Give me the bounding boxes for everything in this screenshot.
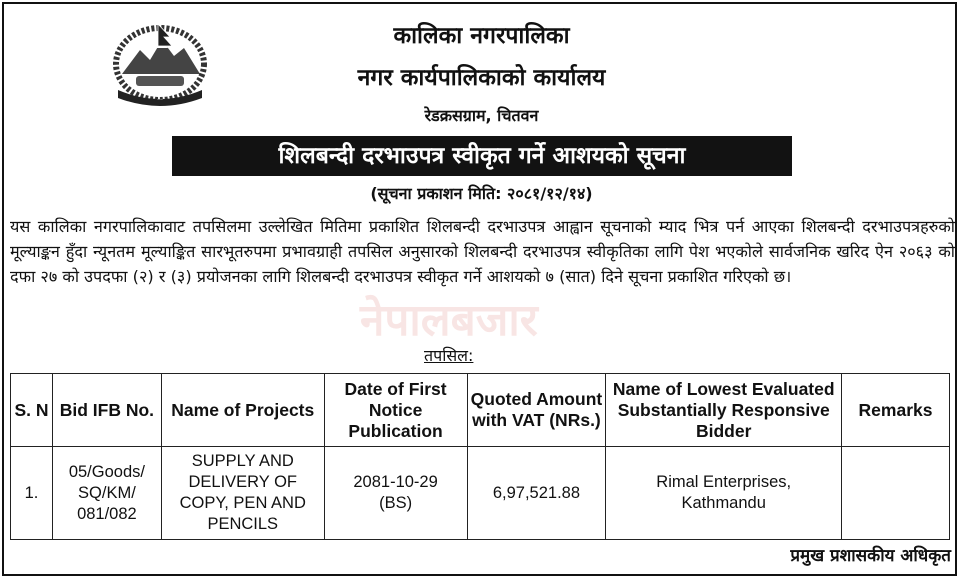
watermark: नेपालबजार <box>360 295 538 346</box>
col-header-sn: S. N <box>11 374 53 447</box>
office-name: नगर कार्यपालिकाको कार्यालय <box>357 65 606 91</box>
cell-bid: 05/Goods/ SQ/KM/ 081/082 <box>52 447 161 540</box>
cell-date: 2081-10-29 (BS) <box>324 447 467 540</box>
cell-bidder: Rimal Enterprises, Kathmandu <box>606 447 842 540</box>
bid-table <box>10 373 950 540</box>
col-header-remarks: Remarks <box>842 374 950 447</box>
svg-text:...: ... <box>157 95 163 102</box>
office-address: रेडक्रसग्राम, चितवन <box>424 106 539 125</box>
notice-title: शिलबन्दी दरभाउपत्र स्वीकृत गर्ने आशयको सूचना <box>172 136 792 176</box>
notice-body: यस कालिका नगरपालिकावाट तपसिलमा उल्लेखित मितिमा प्रकाशित शिलबन्दी दरभाउपत्र आह्वान सूचनाको म्याद भित्र पर्न आएका शिलबन्दी दरभाउपत्रहरुको मूल्याङ्कन हुँदा न्यूनतम मूल्याङ्कित सारभूतरुपमा प्रभावग्राही तपसिल अनुसारको शिलबन्दी दरभाउपत्र स्वीकृतिका लागि पेश भएकोले सार्वजनिक खरिद ऐन २०६३ को दफा २७ को उपदफा (२) र (३) प्रयोजनका लागि शिलबन्दी दरभाउपत्र स्वीकृत गर्ने आशयको ७ (सात) दिने सूचना प्रकाशित गरिएको छ। <box>10 217 955 286</box>
col-header-bidder: Name of Lowest Evaluated Substantially Responsive Bidder <box>606 374 842 447</box>
cell-amount: 6,97,521.88 <box>467 447 606 540</box>
publication-date: (सूचना प्रकाशन मिति: २०८१/१२/१४) <box>370 184 593 203</box>
cell-remarks <box>842 447 950 540</box>
municipality-name: कालिका नगरपालिका <box>393 23 570 49</box>
cell-sn: 1. <box>11 447 53 540</box>
col-header-bid: Bid IFB No. <box>52 374 161 447</box>
col-header-date: Date of First Notice Publication <box>324 374 467 447</box>
cell-project: SUPPLY AND DELIVERY OF COPY, PEN AND PENCILS <box>161 447 324 540</box>
col-header-project: Name of Projects <box>161 374 324 447</box>
signatory: प्रमुख प्रशासकीय अधिकृत <box>790 546 951 566</box>
schedule-label: तपसिल: <box>424 346 474 365</box>
col-header-amount: Quoted Amount with VAT (NRs.) <box>467 374 606 447</box>
table-row <box>11 447 950 540</box>
table-header-row <box>11 374 950 447</box>
